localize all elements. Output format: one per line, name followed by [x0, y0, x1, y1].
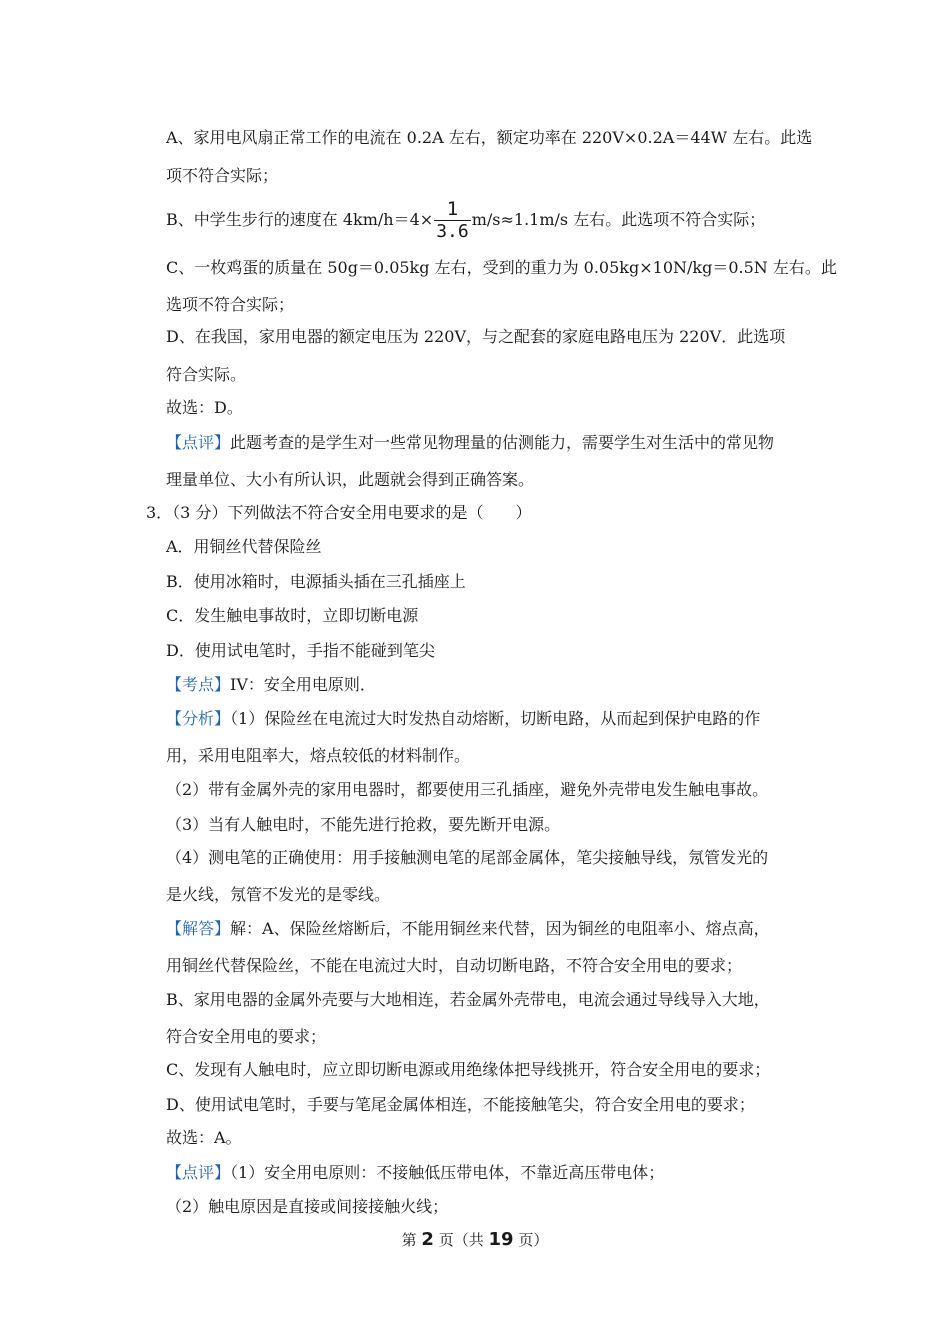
text-span: （1）安全用电原则：不接触低压带电体，不靠近高压带电体；	[230, 1163, 665, 1182]
option-a: A．用铜丝代替保险丝	[166, 537, 322, 556]
text-line: 理量单位、大小有所认识，此题就会得到正确答案。	[166, 470, 535, 489]
review-line	[166, 433, 774, 453]
option-c: C．发生触电事故时，立即切断电源	[166, 606, 419, 625]
text-line: （2）触电原因是直接或间接接触火线；	[166, 1197, 449, 1216]
answer-tag: 【解答】	[166, 919, 231, 938]
text-span: m/s≈1.1m/s 左右。此选项不符合实际；	[471, 210, 766, 229]
knowledge-point-line	[166, 675, 376, 695]
footer-text: 第	[401, 1231, 422, 1249]
choice-line: 故选：A。	[166, 1128, 242, 1147]
option-b: B．使用冰箱时，电源插头插在三孔插座上	[166, 572, 466, 591]
review-tag: 【点评】	[166, 433, 231, 452]
text-line: （4）测电笔的正确使用：用手接触测电笔的尾部金属体，笔尖接触导线，氖管发光的	[166, 848, 769, 867]
analysis-line	[166, 709, 760, 729]
page-number: 2	[421, 1229, 434, 1250]
text-line: （2）带有金属外壳的家用电器时，都要使用三孔插座，避免外壳带电发生触电事故。	[166, 780, 769, 799]
text-line: D、在我国，家用电器的额定电压为 220V，与之配套的家庭电路电压为 220V．此选项	[166, 327, 786, 346]
text-line: B、家用电器的金属外壳要与大地相连，若金属外壳带电，电流会通过导线导入大地，	[166, 990, 770, 1009]
fraction-denominator: 3.6	[436, 221, 469, 242]
text-line: D、使用试电笔时，手要与笔尾金属体相连，不能接触笔尖，符合安全用电的要求；	[166, 1095, 755, 1114]
page-total: 19	[488, 1229, 514, 1250]
text-line: C、一枚鸡蛋的质量在 50g＝0.05kg 左右，受到的重力为 0.05kg×10N/kg＝0.5N 左右。此	[166, 258, 837, 277]
review-tag: 【点评】	[166, 1163, 231, 1182]
point-tag: 【考点】	[166, 675, 231, 694]
analysis-tag: 【分析】	[166, 709, 231, 728]
text-line: 用铜丝代替保险丝，不能在电流过大时，自动切断电路，不符合安全用电的要求；	[166, 956, 743, 975]
text-line: A、家用电风扇正常工作的电流在 0.2A 左右，额定功率在 220V×0.2A＝44W 左右。此选	[166, 128, 813, 147]
fraction-numerator: 1	[434, 198, 471, 221]
text-line: 选项不符合实际；	[166, 295, 295, 314]
text-line: 用，采用电阻率大，熔点较低的材料制作。	[166, 746, 471, 765]
review-line	[166, 1163, 664, 1183]
text-span: B、中学生步行的速度在 4km/h＝4×	[166, 210, 434, 229]
text-span: 此题考查的是学生对一些常见物理量的估测能力，需要学生对生活中的常见物	[230, 433, 775, 452]
option-d: D．使用试电笔时，手指不能碰到笔尖	[166, 641, 435, 660]
text-span: 解：A、保险丝熔断后，不能用铜丝来代替，因为铜丝的电阻率小、熔点高，	[230, 919, 770, 938]
text-span: IV：安全用电原则．	[230, 675, 376, 694]
text-line: 符合实际。	[166, 365, 247, 384]
answer-line	[166, 919, 770, 939]
text-line: C、发现有人触电时，应立即切断电源或用绝缘体把导线挑开，符合安全用电的要求；	[166, 1060, 771, 1079]
footer-text: 页（共	[433, 1231, 489, 1249]
text-line-with-fraction	[166, 198, 765, 243]
footer-text: 页）	[513, 1231, 549, 1249]
text-line: （3）当有人触电时，不能先进行抢救，要先断开电源。	[166, 815, 561, 834]
text-line: 符合安全用电的要求；	[166, 1027, 327, 1046]
text-span: （1）保险丝在电流过大时发热自动熔断，切断电路，从而起到保护电路的作	[230, 709, 761, 728]
text-line: 项不符合实际；	[166, 166, 279, 185]
text-line: 是火线，氖管不发光的是零线。	[166, 885, 391, 904]
choice-line: 故选：D。	[166, 398, 243, 417]
question-stem: 3．（3 分）下列做法不符合安全用电要求的是（ ）	[146, 503, 532, 522]
page-footer	[0, 1230, 950, 1250]
fraction	[434, 198, 471, 243]
